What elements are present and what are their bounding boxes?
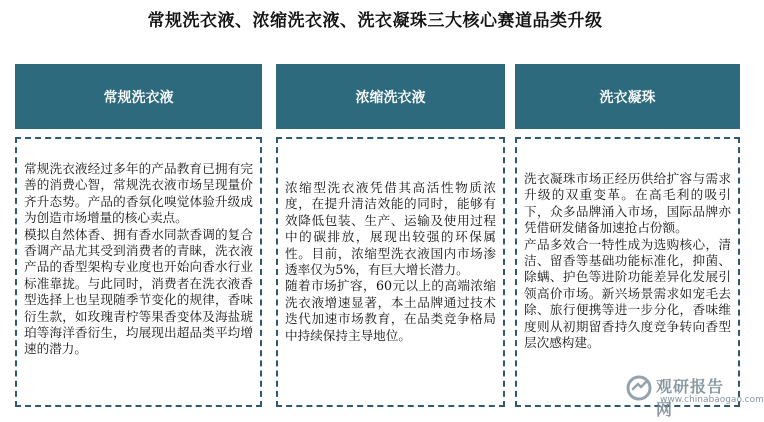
card-paragraph: 产品多效合一特性成为选购核心，清洁、留香等基础功能标准化，抑菌、除螨、护色等进阶功能差异化发展引领高价市场。新兴场景需求如宠毛去除、旅行便携等进一步分化，香味维度则从初期留香持久度竞争转向香型层次感构建。 <box>524 236 731 351</box>
watermark <box>626 373 764 419</box>
watermark-logo-icon <box>626 375 652 401</box>
card-body-regular-detergent <box>15 137 262 407</box>
card-paragraph: 常规洗衣液经过多年的产品教育已拥有完善的消费心智，常规洗衣液市场呈现量价齐升态势。产品的香氛化嗅觉体验升级成为创造市场增量的核心卖点。 <box>24 161 253 226</box>
card-paragraph: 模拟自然体香、拥有香水同款香调的复合香调产品尤其受到消费者的青睐，洗衣液产品的香型架构专业度也开始向香水行业标准靠拢。与此同时，消费者在洗衣液香型选择上也呈现随季节变化的规律，香味衍生款，如玫瑰青柠等果香变体及海盐琥珀等海洋香衍生，均展现出超品类平均增速的潜力。 <box>24 226 253 357</box>
watermark-url: www.chinabaogao.com <box>660 395 764 405</box>
card-header-laundry-pods: 洗衣凝珠 <box>515 64 740 129</box>
watermark-name: 观研报告网 <box>656 377 725 419</box>
card-body-laundry-pods <box>515 137 740 407</box>
card-body-concentrated-detergent <box>276 137 505 407</box>
card-header-regular-detergent: 常规洗衣液 <box>15 64 262 129</box>
card-paragraph: 洗衣凝珠市场正经历供给扩容与需求升级的双重变革。在高毛利的吸引下，众多品牌涌入市场，国际品牌亦凭借研发储备加速抢占份额。 <box>524 171 731 236</box>
page-title: 常规洗衣液、浓缩洗衣液、洗衣凝珠三大核心赛道品类升级 <box>147 11 603 31</box>
card-header-concentrated-detergent: 浓缩洗衣液 <box>276 64 505 129</box>
card-paragraph: 随着市场扩容，60元以上的高端浓缩洗衣液增速显著，本土品牌通过技术迭代加速市场教育，在品类竞争格局中持续保持主导地位。 <box>285 278 496 343</box>
card-paragraph: 浓缩型洗衣液凭借其高活性物质浓度，在提升清洁效能的同时，能够有效降低包装、生产、运输及使用过程中的碳排放，展现出较强的环保属性。目前，浓缩型洗衣液国内市场渗透率仅为5%，有巨大增长潜力。 <box>285 180 496 278</box>
